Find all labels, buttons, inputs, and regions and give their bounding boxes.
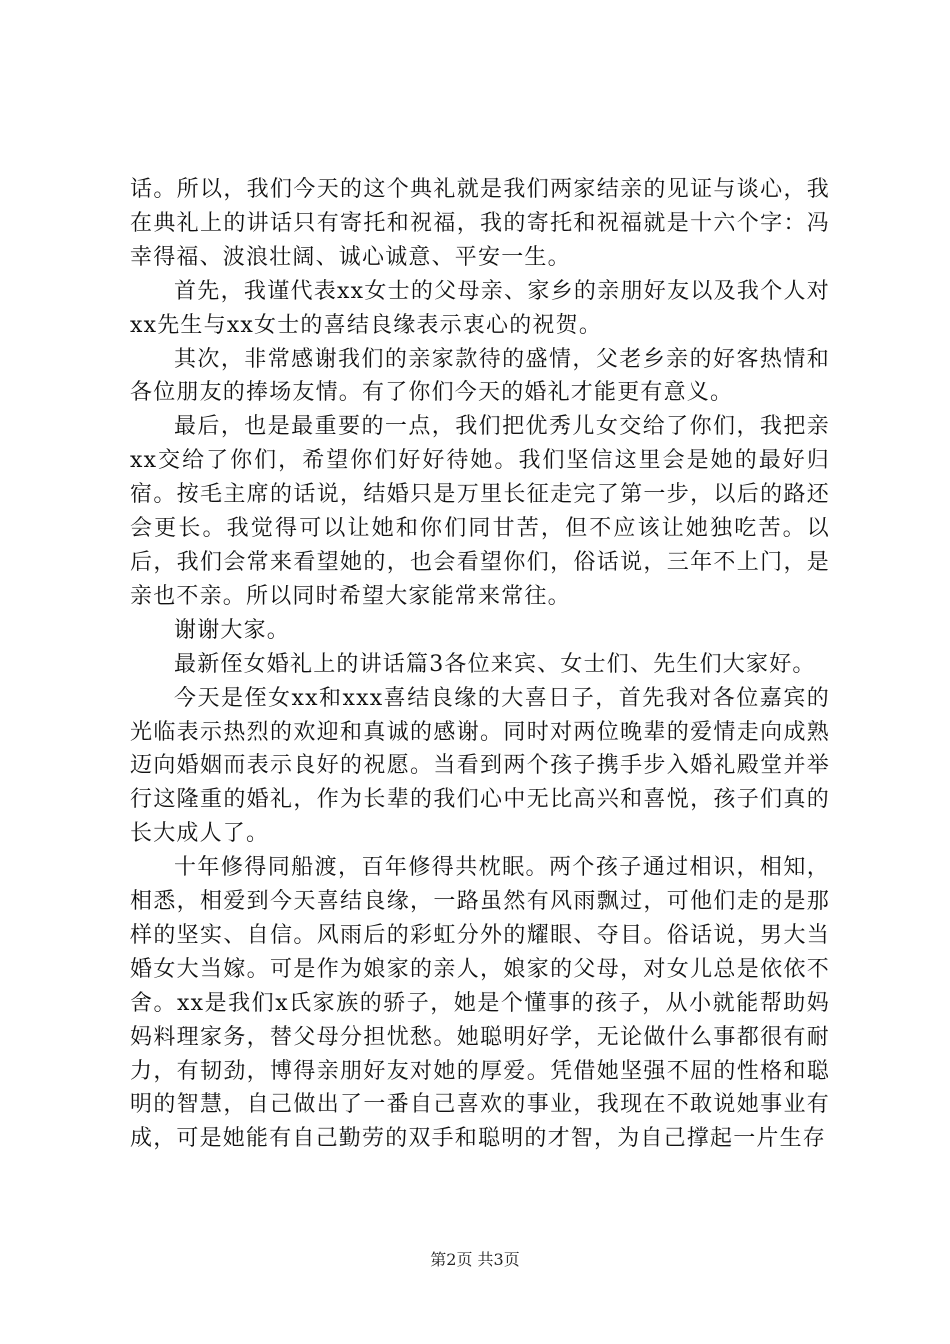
paragraph-7: 今天是侄女xx和xxx喜结良缘的大喜日子，首先我对各位嘉宾的光临表示热烈的欢迎和真诚的感谢。同时对两位晚辈的爱情走向成熟迈向婚姻而表示良好的祝愿。当看到两个孩子携手步入婚礼殿堂并举行这隆重的婚礼，作为长辈的我们心中无比高兴和喜悦，孩子们真的长大成人了。 — [130, 685, 830, 847]
paragraph-5: 谢谢大家。 — [174, 617, 291, 643]
document-body — [130, 173, 830, 1156]
paragraph-4: 最后，也是最重要的一点，我们把优秀儿女交给了你们，我把亲xx交给了你们，希望你们好好待她。我们坚信这里会是她的最好归宿。按毛主席的话说，结婚只是万里长征走完了第一步，以后的路还会更长。我觉得可以让她和你们同甘苦，但不应该让她独吃苦。以后，我们会常来看望她的，也会看望你们，俗话说，三年不上门，是亲也不亲。所以同时希望大家能常来常往。 — [130, 414, 830, 609]
paragraph-6: 最新侄女婚礼上的讲话篇3各位来宾、女士们、先生们大家好。 — [174, 651, 816, 677]
paragraph-1: 话。所以，我们今天的这个典礼就是我们两家结亲的见证与谈心，我在典礼上的讲话只有寄托和祝福，我的寄托和祝福就是十六个字：冯幸得福、波浪壮阔、诚心诚意、平安一生。 — [130, 177, 830, 270]
paragraph-3: 其次，非常感谢我们的亲家款待的盛情，父老乡亲的好客热情和各位朋友的捧场友情。有了你们今天的婚礼才能更有意义。 — [130, 346, 830, 406]
paragraph-2: 首先，我谨代表xx女士的父母亲、家乡的亲朋好友以及我个人对xx先生与xx女士的喜结良缘表示衷心的祝贺。 — [130, 278, 830, 338]
page-footer: 第2页 共3页 — [430, 1250, 520, 1269]
paragraph-8: 十年修得同船渡，百年修得共枕眠。两个孩子通过相识，相知，相悉，相爱到今天喜结良缘，一路虽然有风雨飘过，可他们走的是那样的坚实、自信。风雨后的彩虹分外的耀眼、夺目。俗话说，男大当婚女大当嫁。可是作为娘家的亲人，娘家的父母，对女儿总是依依不舍。xx是我们x氏家族的骄子，她是个懂事的孩子，从小就能帮助妈妈料理家务，替父母分担忧愁。她聪明好学，无论做什么事都很有耐力，有韧劲，博得亲朋好友对她的厚爱。凭借她坚强不屈的性格和聪明的智慧，自己做出了一番自己喜欢的事业，我现在不敢说她事业有成，可是她能有自己勤劳的双手和聪明的才智，为自己撑起一片生存 — [130, 855, 830, 1152]
